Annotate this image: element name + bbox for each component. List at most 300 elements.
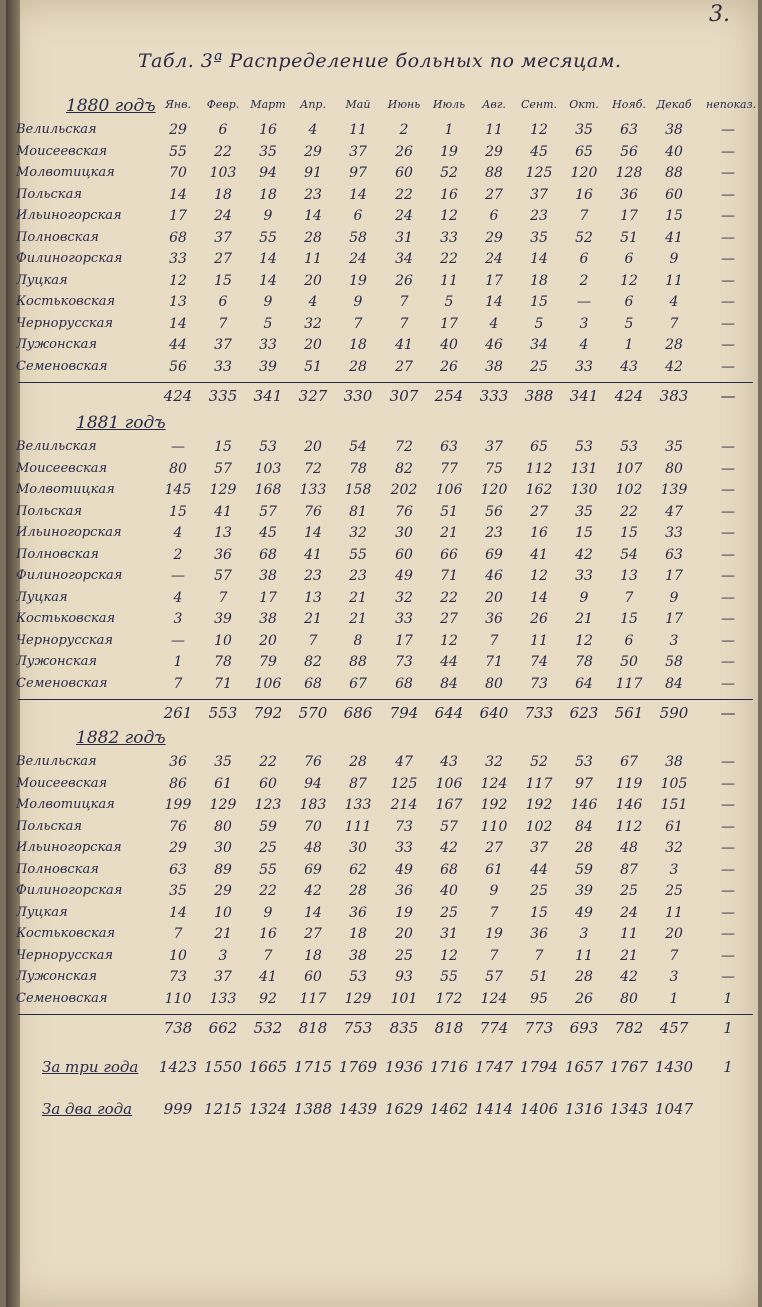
table-cell: 14	[530, 589, 548, 606]
table-cell: 18	[214, 186, 232, 203]
table-cell: 124	[480, 775, 508, 792]
table-cell: 26	[395, 272, 413, 289]
table-cell: 54	[349, 439, 367, 455]
table-cell: 28	[349, 754, 367, 770]
table-cell: 76	[304, 754, 322, 770]
table-cell: 11	[349, 122, 367, 138]
table-cell: 17	[620, 208, 638, 224]
table-cell: 80	[214, 818, 232, 835]
page-number: 3.	[709, 2, 730, 27]
total-cell: 457	[659, 1019, 689, 1037]
table-cell: 103	[254, 460, 282, 477]
table-cell: 40	[665, 143, 683, 160]
table-cell: 18	[349, 337, 367, 353]
total-cell: 570	[298, 704, 328, 722]
volost-name: Филиногорская	[16, 251, 123, 266]
table-cell: —	[577, 294, 591, 310]
table-cell: 28	[665, 337, 683, 353]
table-cell: 129	[209, 482, 237, 498]
table-row	[6, 969, 762, 991]
table-cell: 47	[395, 754, 413, 770]
table-cell: —	[721, 208, 735, 224]
table-cell: 19	[395, 904, 413, 921]
total-cell: —	[720, 704, 736, 722]
table-cell: 11	[485, 122, 503, 138]
table-cell: 3	[218, 947, 228, 964]
table-cell: 6	[489, 208, 499, 224]
table-cell: 22	[620, 503, 638, 520]
table-cell: 13	[620, 568, 638, 584]
table-cell: 11	[620, 926, 638, 942]
table-cell: 54	[620, 546, 638, 563]
table-cell: 14	[485, 294, 503, 310]
table-row	[6, 251, 762, 273]
table-cell: 3	[579, 926, 589, 942]
table-cell: —	[721, 165, 735, 181]
table-cell: 30	[395, 525, 413, 541]
volost-name: Луцкая	[16, 272, 68, 288]
table-cell: 52	[530, 754, 548, 770]
table-cell: 46	[485, 337, 503, 353]
table-cell: 51	[530, 969, 548, 985]
month-header: Февр.	[206, 98, 240, 111]
table-cell: 117	[525, 775, 553, 792]
table-cell: 70	[169, 165, 187, 181]
total-cell: 753	[343, 1019, 373, 1037]
table-cell: 34	[530, 337, 548, 353]
table-row	[6, 547, 762, 569]
table-cell: 5	[534, 315, 544, 332]
table-cell: 11	[575, 947, 593, 964]
table-cell: 27	[485, 840, 503, 856]
total-cell: —	[720, 387, 736, 405]
table-cell: 68	[395, 675, 413, 692]
grand-total-cell: 1430	[654, 1058, 694, 1076]
table-row	[6, 208, 762, 230]
table-cell: 73	[530, 675, 548, 692]
table-cell: 117	[299, 990, 327, 1007]
table-cell: 110	[480, 818, 508, 835]
total-cell: 818	[298, 1019, 328, 1037]
volost-name: Польская	[16, 818, 82, 834]
table-cell: 19	[440, 143, 458, 160]
table-cell: —	[721, 904, 735, 921]
volost-name: Лужонская	[16, 654, 97, 669]
grand-total-cell: 1769	[338, 1058, 378, 1076]
table-cell: 101	[390, 990, 418, 1007]
table-cell: —	[721, 503, 735, 520]
table-cell: 80	[665, 460, 683, 477]
table-cell: 3	[669, 969, 679, 985]
total-cell: 686	[343, 704, 373, 722]
table-cell: —	[721, 840, 735, 856]
table-cell: 49	[395, 568, 413, 584]
table-cell: 5	[444, 294, 454, 310]
table-cell: 40	[440, 337, 458, 353]
table-cell: 172	[435, 990, 463, 1007]
table-cell: 21	[349, 589, 367, 606]
table-cell: 41	[214, 503, 232, 520]
total-cell: 254	[434, 387, 464, 405]
table-cell: 37	[214, 969, 232, 985]
volost-name: Лужонская	[16, 337, 97, 352]
table-cell: 9	[263, 208, 273, 224]
grand-total-cell: 1	[723, 1058, 733, 1076]
table-cell: 38	[665, 122, 683, 138]
table-cell: 1	[723, 990, 733, 1007]
table-cell: 35	[575, 503, 593, 520]
table-cell: 42	[665, 358, 683, 375]
table-cell: 9	[669, 251, 679, 267]
grand-total-cell: 1423	[158, 1058, 198, 1076]
table-cell: 102	[525, 818, 553, 835]
table-cell: 41	[395, 337, 413, 353]
grand-total-cell: 1767	[609, 1058, 649, 1076]
table-cell: 119	[615, 775, 643, 792]
table-cell: 32	[485, 754, 503, 770]
volost-name: Полновская	[16, 229, 99, 245]
table-cell: 4	[489, 315, 499, 332]
volost-name: Польская	[16, 503, 82, 519]
table-row	[6, 122, 762, 144]
table-cell: 13	[169, 294, 187, 310]
table-cell: 29	[485, 143, 503, 160]
table-row	[6, 611, 762, 633]
grand-total-cell: 1414	[474, 1100, 514, 1118]
table-cell: 51	[304, 358, 322, 375]
table-row	[6, 144, 762, 166]
table-cell: 14	[304, 904, 322, 921]
table-cell: 17	[665, 611, 683, 627]
table-cell: 33	[575, 568, 593, 584]
grand-total-cell: 1936	[384, 1058, 424, 1076]
grand-total-cell: 999	[163, 1100, 193, 1118]
table-cell: 73	[395, 818, 413, 835]
table-cell: 39	[575, 883, 593, 899]
table-cell: 19	[349, 272, 367, 289]
volost-name: Молвотицкая	[16, 797, 115, 812]
table-cell: 64	[575, 675, 593, 692]
table-cell: 33	[395, 840, 413, 856]
table-cell: 7	[669, 947, 679, 964]
table-row	[6, 948, 762, 970]
table-cell: 14	[259, 272, 277, 289]
table-cell: 10	[214, 632, 232, 649]
total-cell: 388	[524, 387, 554, 405]
table-cell: 36	[214, 546, 232, 563]
table-cell: 4	[308, 294, 318, 310]
grand-total-cell: 1462	[429, 1100, 469, 1118]
table-cell: 33	[395, 611, 413, 627]
table-cell: 58	[349, 229, 367, 246]
table-row	[6, 754, 762, 776]
table-cell: —	[721, 969, 735, 985]
month-header: Окт.	[569, 98, 599, 111]
table-cell: 40	[440, 883, 458, 899]
month-header: Апр.	[300, 98, 326, 111]
table-cell: 26	[395, 143, 413, 160]
table-cell: 29	[304, 143, 322, 160]
total-cell: 424	[614, 387, 644, 405]
table-row	[6, 926, 762, 948]
table-cell: 7	[624, 589, 634, 606]
table-cell: 53	[620, 439, 638, 455]
table-cell: 199	[164, 797, 192, 813]
table-cell: 76	[395, 503, 413, 520]
table-cell: 78	[214, 654, 232, 670]
table-cell: 31	[440, 926, 458, 942]
table-cell: 15	[620, 611, 638, 627]
table-cell: —	[721, 482, 735, 498]
table-cell: 9	[263, 904, 273, 921]
table-cell: 37	[530, 186, 548, 203]
table-cell: 38	[665, 754, 683, 770]
table-cell: 27	[440, 611, 458, 627]
table-cell: 24	[349, 251, 367, 267]
table-cell: 111	[344, 818, 372, 835]
table-cell: 23	[349, 568, 367, 584]
table-cell: 68	[440, 861, 458, 878]
table-cell: 35	[214, 754, 232, 770]
table-cell: 71	[485, 654, 503, 670]
table-cell: 36	[395, 883, 413, 899]
table-cell: 42	[575, 546, 593, 563]
table-cell: —	[721, 439, 735, 455]
table-cell: 80	[169, 460, 187, 477]
table-cell: 59	[575, 861, 593, 878]
table-cell: 17	[259, 589, 277, 606]
table-row	[6, 359, 762, 381]
table-cell: 214	[390, 797, 418, 813]
table-cell: 55	[440, 969, 458, 985]
volost-name: Ильиногорская	[16, 208, 122, 223]
volost-name: Луцкая	[16, 904, 68, 920]
volost-name: Семеновская	[16, 358, 108, 374]
total-cell: 307	[389, 387, 419, 405]
volost-name: Полновская	[16, 546, 99, 562]
total-cell: 553	[208, 704, 238, 722]
table-cell: 65	[575, 143, 593, 160]
table-cell: 84	[440, 675, 458, 692]
table-cell: 21	[304, 611, 322, 627]
table-cell: 7	[353, 315, 363, 332]
total-cell: 623	[569, 704, 599, 722]
table-cell: 59	[259, 818, 277, 835]
volost-name: Луцкая	[16, 589, 68, 605]
table-cell: 7	[534, 947, 544, 964]
table-cell: 9	[669, 589, 679, 606]
month-header: Янв.	[164, 98, 192, 111]
table-cell: 76	[304, 503, 322, 520]
table-cell: 74	[530, 654, 548, 670]
table-row	[6, 337, 762, 359]
table-cell: 87	[349, 775, 367, 792]
table-cell: 55	[169, 143, 187, 160]
table-cell: 38	[485, 358, 503, 375]
table-cell: 106	[435, 482, 463, 498]
table-cell: 36	[530, 926, 548, 942]
table-cell: 60	[259, 775, 277, 792]
volost-name: Молвотицкая	[16, 165, 115, 180]
table-cell: 14	[530, 251, 548, 267]
table-cell: 131	[570, 460, 598, 477]
total-cell: 773	[524, 1019, 554, 1037]
table-row	[6, 439, 762, 461]
table-cell: 37	[214, 337, 232, 353]
table-cell: 129	[344, 990, 372, 1007]
table-cell: 10	[169, 947, 187, 964]
table-row	[6, 797, 762, 819]
table-cell: 56	[485, 503, 503, 520]
table-cell: 17	[665, 568, 683, 584]
total-cell: 532	[253, 1019, 283, 1037]
table-cell: —	[721, 358, 735, 375]
table-cell: 202	[390, 482, 418, 498]
table-cell: 63	[620, 122, 638, 138]
table-cell: 36	[349, 904, 367, 921]
table-cell: 2	[579, 272, 589, 289]
table-cell: 22	[395, 186, 413, 203]
table-cell: 18	[259, 186, 277, 203]
table-cell: 29	[169, 840, 187, 856]
table-title: Табл. 3ª Распределение больных по месяцам.	[138, 50, 622, 72]
table-cell: —	[721, 143, 735, 160]
table-cell: 44	[169, 337, 187, 353]
table-cell: 15	[169, 503, 187, 520]
table-cell: 32	[395, 589, 413, 606]
two-years-label: За два года	[42, 1100, 133, 1118]
table-cell: 35	[665, 439, 683, 455]
total-cell: 327	[298, 387, 328, 405]
table-cell: 97	[575, 775, 593, 792]
volost-name: Костьковская	[16, 926, 116, 941]
volost-name: Семеновская	[16, 675, 108, 691]
table-cell: 71	[440, 568, 458, 584]
table-cell: 29	[485, 229, 503, 246]
table-cell: 25	[530, 358, 548, 375]
table-cell: 7	[173, 675, 183, 692]
table-cell: 15	[665, 208, 683, 224]
table-cell: 79	[259, 654, 277, 670]
table-cell: 14	[259, 251, 277, 267]
ledger-page	[6, 0, 758, 1307]
grand-total-cell: 1215	[203, 1100, 243, 1118]
volost-name: Костьковская	[16, 294, 116, 309]
table-cell: 82	[395, 460, 413, 477]
table-cell: 7	[263, 947, 273, 964]
table-cell: 32	[304, 315, 322, 332]
table-cell: 11	[304, 251, 322, 267]
table-row	[6, 525, 762, 547]
table-cell: 86	[169, 775, 187, 792]
table-cell: 12	[575, 632, 593, 649]
grand-total-cell: 1047	[654, 1100, 694, 1118]
table-cell: 16	[530, 525, 548, 541]
table-cell: 39	[259, 358, 277, 375]
table-cell: 36	[169, 754, 187, 770]
table-cell: 38	[259, 568, 277, 584]
table-cell: 14	[169, 904, 187, 921]
total-cell: 1	[723, 1019, 733, 1037]
table-cell: 7	[489, 904, 499, 921]
table-cell: 28	[575, 840, 593, 856]
table-cell: 6	[218, 122, 228, 138]
table-cell: 18	[349, 926, 367, 942]
table-cell: 37	[214, 229, 232, 246]
table-cell: 60	[304, 969, 322, 985]
month-header: Нояб.	[612, 98, 646, 111]
table-cell: 52	[575, 229, 593, 246]
table-cell: 12	[530, 568, 548, 584]
table-cell: 70	[304, 818, 322, 835]
table-cell: 4	[579, 337, 589, 353]
total-cell: 335	[208, 387, 238, 405]
year-label: 1881 годъ	[76, 413, 166, 433]
table-cell: 55	[259, 229, 277, 246]
total-cell: 330	[343, 387, 373, 405]
table-cell: 43	[620, 358, 638, 375]
total-cell: 782	[614, 1019, 644, 1037]
table-cell: 9	[579, 589, 589, 606]
table-cell: 120	[570, 165, 598, 181]
table-cell: 192	[525, 797, 553, 813]
table-cell: 106	[254, 675, 282, 692]
table-cell: 15	[214, 439, 232, 455]
table-cell: 9	[489, 883, 499, 899]
table-cell: 125	[525, 165, 553, 181]
grand-total-cell: 1406	[519, 1100, 559, 1118]
table-cell: 124	[480, 990, 508, 1007]
volost-name: Костьковская	[16, 611, 116, 626]
volost-name: Филиногорская	[16, 568, 123, 583]
total-cell: 794	[389, 704, 419, 722]
table-cell: 10	[214, 904, 232, 921]
table-cell: 21	[440, 525, 458, 541]
table-cell: 1	[173, 654, 183, 670]
table-cell: 94	[259, 165, 277, 181]
table-cell: 72	[395, 439, 413, 455]
table-cell: 15	[620, 525, 638, 541]
table-cell: 4	[308, 122, 318, 138]
table-cell: 120	[480, 482, 508, 498]
table-cell: 93	[395, 969, 413, 985]
table-cell: —	[721, 186, 735, 203]
table-cell: 2	[399, 122, 409, 138]
table-cell: —	[721, 460, 735, 477]
table-cell: —	[721, 797, 735, 813]
table-cell: 68	[169, 229, 187, 246]
table-cell: 48	[304, 840, 322, 856]
table-cell: 133	[344, 797, 372, 813]
table-cell: —	[721, 754, 735, 770]
table-row	[6, 840, 762, 862]
volost-name: Моисеевская	[16, 460, 108, 476]
table-cell: 94	[304, 775, 322, 792]
table-cell: 112	[615, 818, 643, 835]
table-cell: 17	[395, 632, 413, 649]
table-cell: 102	[615, 482, 643, 498]
total-cell: 662	[208, 1019, 238, 1037]
total-row	[6, 387, 762, 409]
table-cell: 17	[169, 208, 187, 224]
year-label: 1880 годъ	[66, 96, 156, 116]
table-cell: 51	[440, 503, 458, 520]
table-cell: 76	[169, 818, 187, 835]
table-cell: —	[721, 775, 735, 792]
table-cell: —	[721, 632, 735, 649]
volost-name: Ильиногорская	[16, 525, 122, 540]
table-cell: 183	[299, 797, 327, 813]
